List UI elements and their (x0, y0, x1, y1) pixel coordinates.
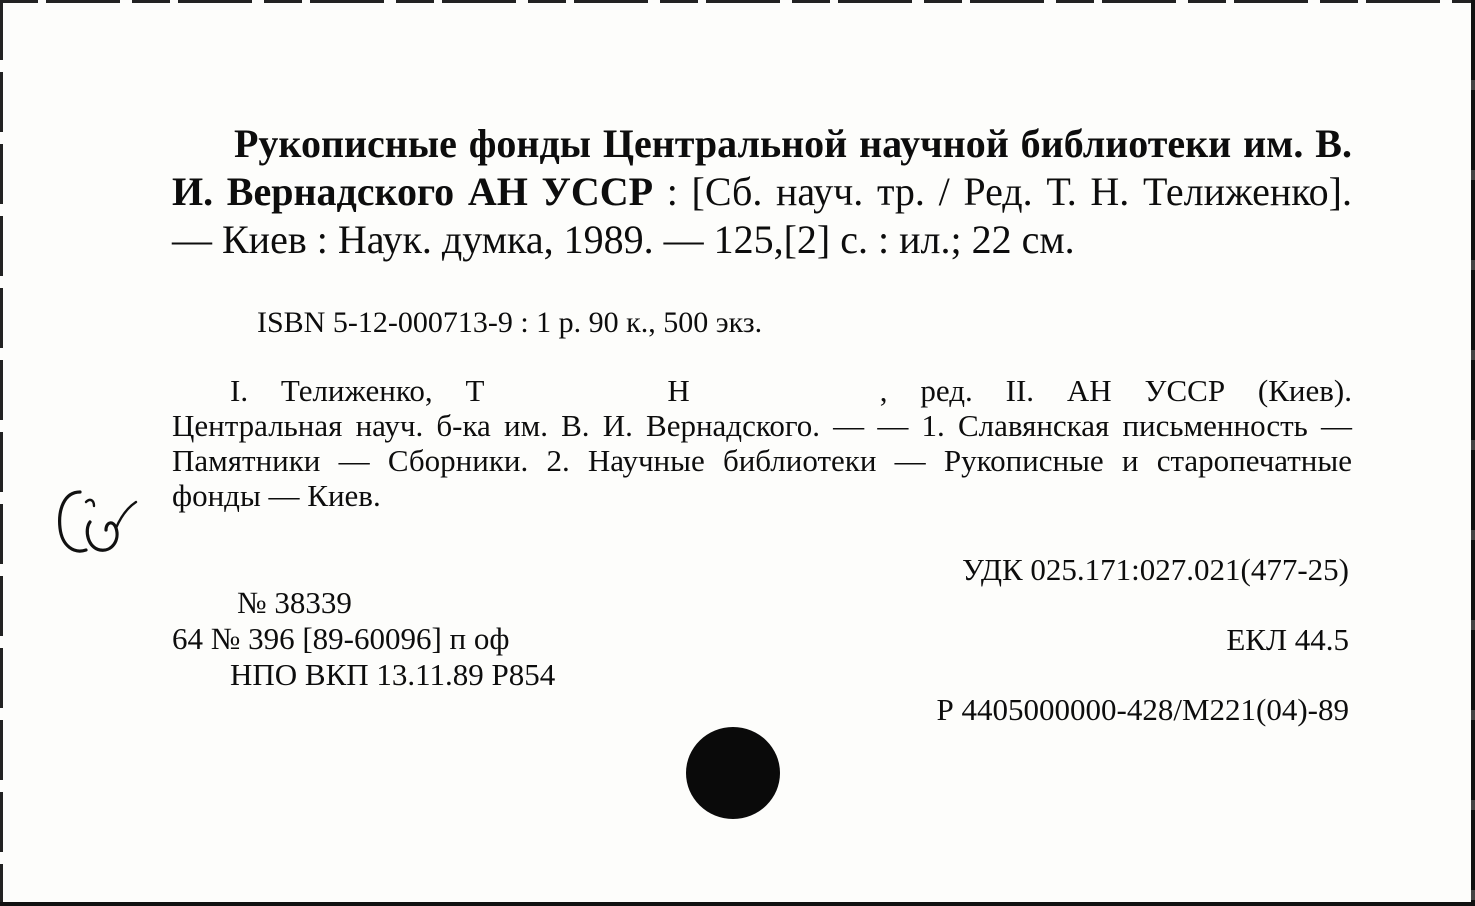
publisher-line: НПО ВКП 13.11.89 Р854 (230, 657, 556, 692)
isbn-line: ISBN 5-12-000713-9 : 1 р. 90 к., 500 экз. (257, 306, 763, 339)
ekl-code: ЕКЛ 44.5 (1226, 622, 1349, 657)
order-line: 64 № 396 [89-60096] п оф (172, 621, 510, 656)
tracing-block (172, 373, 1352, 513)
udk-code: УДК 025.171:027.021(477-25) (962, 552, 1349, 587)
title-bold: Рукописные фонды Центральной научной библиотеки им. В. И. Вернадского АН УССР (172, 121, 1352, 214)
scan-edge-bottom (0, 902, 1475, 906)
scan-edge-top (0, 0, 1475, 3)
scan-edge-right (1471, 0, 1475, 906)
handwritten-mark (50, 470, 140, 562)
r-code: Р 4405000000-428/М221(04)-89 (936, 692, 1349, 727)
punch-hole (686, 727, 780, 819)
card-number: № 38339 (237, 585, 352, 620)
tracing-editor: I. Телиженко, Т (230, 373, 485, 408)
card-title-entry (172, 120, 1352, 264)
tracing-subjects: , ред. II. АН УССР (Киев). Центральная науч. б-ка им. В. И. Вернадского. — — 1. Славянская письменность — Памятники — Сборники. 2. Научные библиотеки — Рукописные и старопечатные фонды — Киев. (172, 373, 1352, 513)
scan-edge-left (0, 0, 3, 906)
title-description: : [Сб. науч. тр. / Ред. Т. Н. Телиженко]. — Киев : Наук. думка, 1989. — 125,[2] с. : ил.; 22 см. (172, 169, 1352, 262)
tracing-editor-initial: Н (667, 373, 690, 408)
